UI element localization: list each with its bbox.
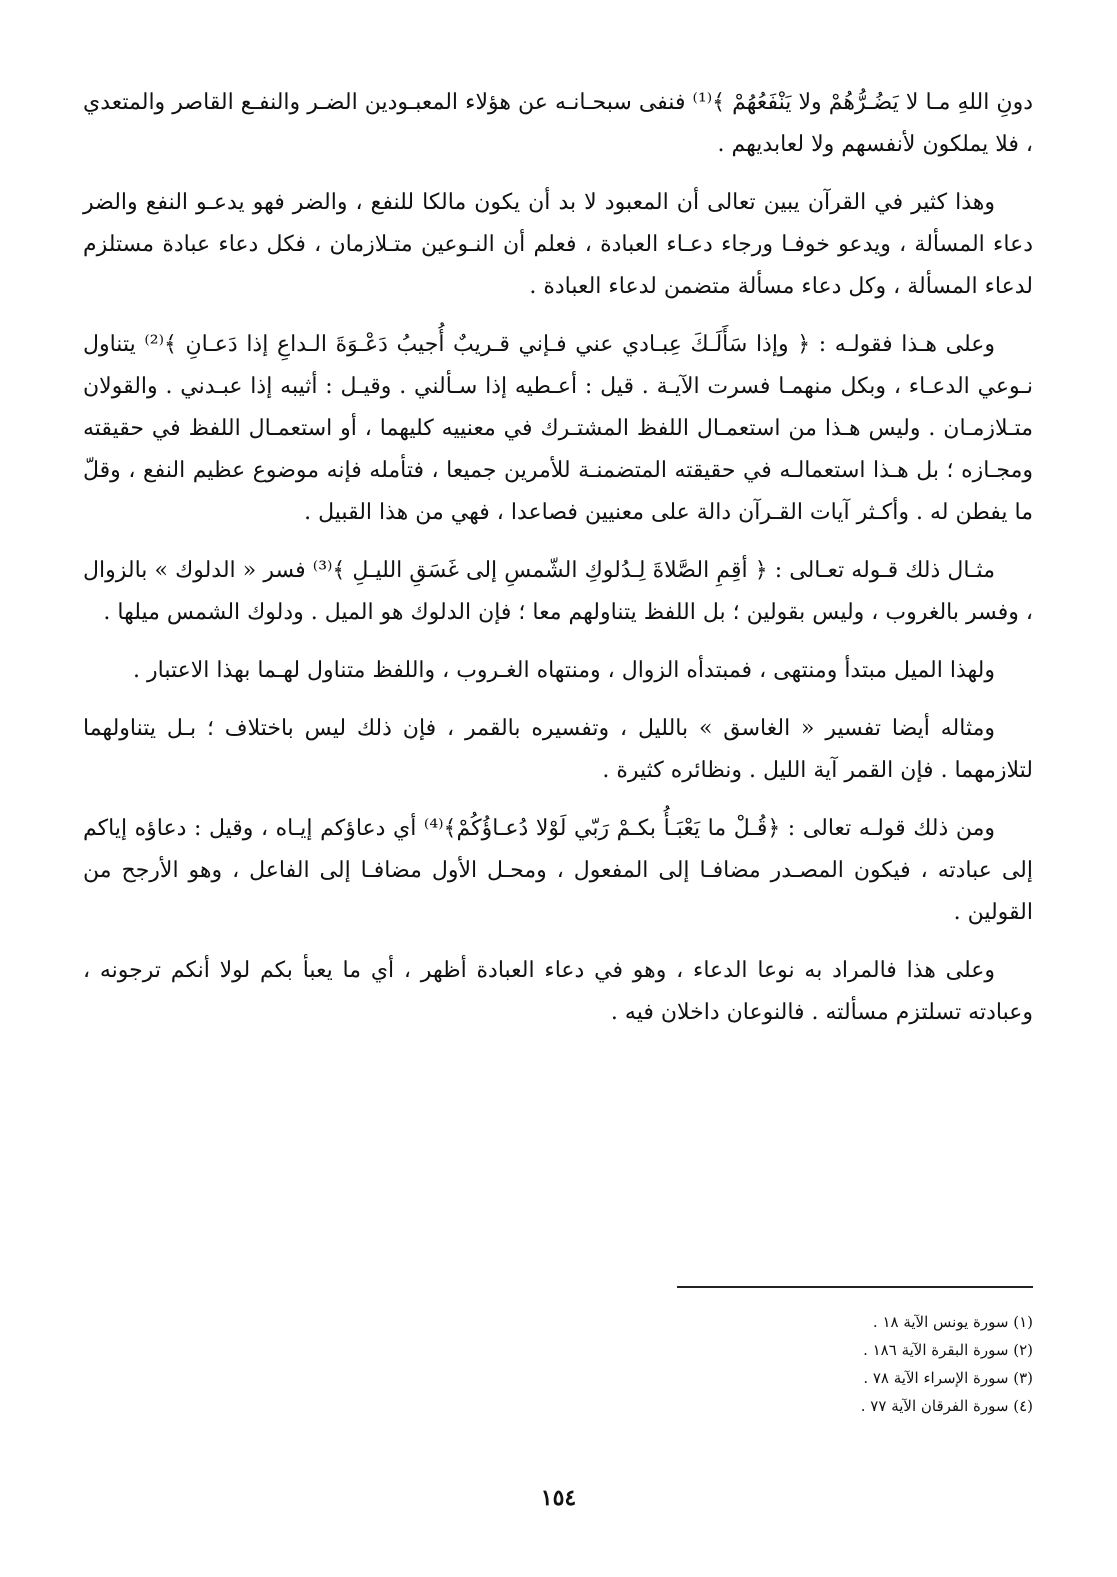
paragraph-2-text: وهذا كثير في القرآن يبين تعالى أن المعبود لا بد أن يكون مالكا للنفع ، والضر فهو يدعـو النفع والضر دعاء المسألة ، ويدعو خوفـا ورجاء دعـاء العبادة ، فعلم أن النـوعين متـلازمان ، فكل دعاء عبادة مستلزم لدعاء المسألة ، وكل دعاء مسألة متضمن لدعاء العبادة . xyxy=(83,190,1033,299)
paragraph-6-text: ومثاله أيضا تفسير « الغاسق » بالليل ، وتفسيره بالقمر ، فإن ذلك ليس باختلاف ؛ بـل يتناولهما لتلازمهما . فإن القمر آية الليل . ونظائره كثيرة . xyxy=(83,716,1033,783)
paragraph-5-text: ولهذا الميل مبتدأ ومنتهى ، فمبتدأه الزوال ، ومنتهاه الغـروب ، واللفظ متناول لهـما بهذا الاعتبار . xyxy=(133,658,995,683)
paragraph-6 xyxy=(83,708,1033,792)
page-number: ١٥٤ xyxy=(540,1485,577,1511)
paragraph-3-text: وعلى هـذا فقولـه : ﴿ وإذا سَأَلَـكَ عِبـادي عني فـإني قـريبٌ أُجيبُ دَعْـوَةَ الـداعِ إذا دَعـانِ ﴾⁽²⁾ يتناول نـوعي الدعـاء ، وبكل منهمـا فسرت الآيـة . قيل : أعـطيه إذا سـألني . وقيـل : أثيبه إذا عبـدني . والقولان متـلازمـان . وليس هـذا من استعمـال اللفظ المشتـرك في معنييه كليهما ، أو استعمـال اللفظ في حقيقته ومجـازه ؛ بل هـذا استعمالـه في حقيقته المتضمنـة للأمرين جميعا ، فتأمله فإنه موضوع عظيم النفع ، وقلّ ما يفطن له . وأكـثر آيات القـرآن دالة على معنيين فصاعدا ، فهي من هذا القبيل . xyxy=(83,332,1033,525)
footnote-divider xyxy=(677,1286,1033,1288)
footnote-1: (١) سورة يونس الآية ١٨ . xyxy=(872,1313,1033,1331)
paragraph-2 xyxy=(83,182,1033,308)
paragraph-7 xyxy=(83,808,1033,934)
footnote-3: (٣) سورة الإسراء الآية ٧٨ . xyxy=(863,1369,1033,1387)
footnote-2: (٢) سورة البقرة الآية ١٨٦ . xyxy=(863,1341,1033,1359)
paragraph-1: دونِ اللهِ مـا لا يَضُـرُّهُمْ ولا يَنْفَعُهُمْ ﴾⁽¹⁾ فنفى سبحـانـه عن هؤلاء المعبـودين الضـر والنفـع القاصر والمتعدي ، فلا يملكون لأنفسهم ولا لعابديهم . xyxy=(83,90,1033,157)
paragraph-4-text: مثـال ذلك قـوله تعـالى : ﴿ أقِمِ الصَّلاةَ لِـدُلوكِ الشّمسِ إلى غَسَقِ الليـلِ ﴾⁽³⁾ فسر « الدلوك » بالزوال ، وفسر بالغروب ، وليس بقولين ؛ بل اللفظ يتناولهم معا ؛ فإن الدلوك هو الميل . ودلوك الشمس ميلها . xyxy=(83,558,1033,625)
paragraph-3 xyxy=(83,324,1033,534)
paragraph-8 xyxy=(83,950,1033,1034)
paragraph-4 xyxy=(83,550,1033,634)
paragraph-8-text: وعلى هذا فالمراد به نوعا الدعاء ، وهو في دعاء العبادة أظهر ، أي ما يعبأ بكم لولا أنكم ترجونه ، وعبادته تسلتزم مسألته . فالنوعان داخلان فيه . xyxy=(83,958,1033,1025)
paragraph-7-text: ومن ذلك قولـه تعالى : ﴿قُـلْ ما يَعْبَـأُ بكـمْ رَبّي لَوْلا دُعـاؤُكُمْ﴾⁽⁴⁾ أي دعاؤكم إيـاه ، وقيل : دعاؤه إياكم إلى عبادته ، فيكون المصـدر مضافـا إلى المفعول ، ومحـل الأول مضافـا إلى الفاعل ، وهو الأرجح من القولين . xyxy=(83,816,1034,925)
footnote-4: (٤) سورة الفرقان الآية ٧٧ . xyxy=(860,1397,1033,1415)
body-text xyxy=(83,82,1033,1050)
paragraph-5 xyxy=(83,650,1033,692)
footnotes xyxy=(633,1308,1033,1420)
